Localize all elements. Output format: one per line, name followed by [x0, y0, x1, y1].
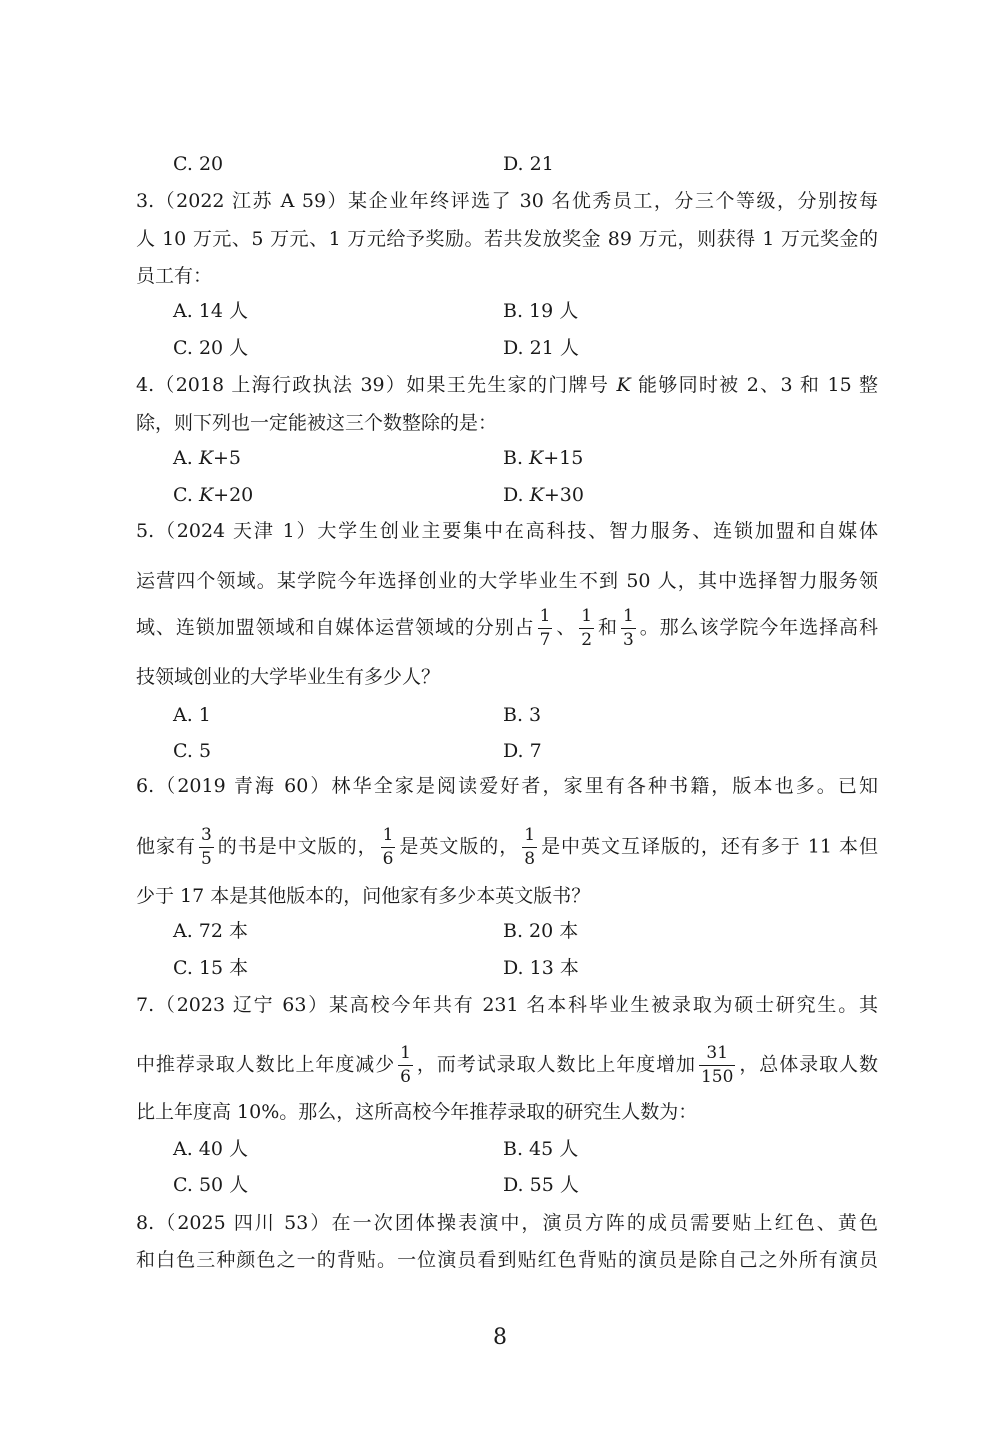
q6-stem-line-3: 少于 17 本是其他版本的，问他家有多少本英文版书？ [136, 885, 591, 907]
fraction: $\frac{1}{2}$ [581, 606, 593, 650]
q5-option-a: A. 1 [173, 704, 211, 726]
q6-option-d: D. 13 本 [503, 957, 579, 979]
q5-stem-line-1: 5.（2024 天津 1）大学生创业主要集中在高科技、智力服务、连锁加盟和自媒体 [136, 520, 878, 542]
q8-stem-line-2: 和白色三种颜色之一的背贴。一位演员看到贴红色背贴的演员是除自己之外所有演员 [136, 1249, 878, 1271]
fraction: $\frac{1}{6}$ [382, 825, 394, 869]
q4-stem-text: 能够同时被 2、3 和 15 整 [630, 374, 878, 396]
q5-option-d: D. 7 [503, 740, 542, 762]
q4-option-d: D. K+30 [503, 484, 584, 506]
q4-stem-line-2: 除，则下列也一定能被这三个数整除的是： [136, 412, 498, 434]
q4-option-b: B. K+15 [503, 447, 584, 469]
q4-option-c: C. K+20 [173, 484, 254, 506]
q7-stem-line-1: 7.（2023 辽宁 63）某高校今年共有 231 名本科毕业生被录取为硕士研究生。其 [136, 994, 878, 1016]
q4-variable-k: K [616, 374, 631, 396]
q5-stem-line-3: 域、连锁加盟领域和自媒体运营领域的分别占 $\frac{1}{7}$ 、 $\frac{1}{2}$ 和 $\frac{1}{3}$ 。那么该学院今年选择高科 [136, 606, 878, 650]
q7-option-c: C. 50 人 [173, 1174, 249, 1196]
fraction: $\frac{1}{8}$ [524, 825, 536, 869]
q4-stem-line-1 [136, 372, 878, 398]
fraction: $\frac{1}{6}$ [400, 1043, 411, 1087]
q6-option-a: A. 72 本 [173, 920, 249, 942]
q3-option-a: A. 14 人 [173, 300, 249, 322]
fraction: $\frac{1}{3}$ [622, 606, 634, 650]
q7-stem-line-3: 比上年度高 10%。那么，这所高校今年推荐录取的研究生人数为： [136, 1101, 698, 1123]
q4-stem-text: 4.（2018 上海行政执法 39）如果王先生家的门牌号 [136, 374, 617, 396]
q7-option-b: B. 45 人 [503, 1138, 579, 1160]
q6-stem-line-1: 6.（2019 青海 60）林华全家是阅读爱好者，家里有各种书籍，版本也多。已知 [136, 775, 878, 797]
q6-option-b: B. 20 本 [503, 920, 579, 942]
q3-stem-line-2: 人 10 万元、5 万元、1 万元给予奖励。若共发放奖金 89 万元，则获得 1 万元奖金的 [136, 228, 878, 250]
q7-stem-line-2: 中推荐录取人数比上年度减少 $\frac{1}{6}$ ，而考试录取人数比上年度增加 $\frac{31}{150}$ ，总体录取人数 [136, 1043, 878, 1087]
q2-option-c: C. 20 [173, 153, 224, 175]
q5-stem-line-2: 运营四个领域。某学院今年选择创业的大学毕业生不到 50 人，其中选择智力服务领 [136, 570, 878, 592]
q7-option-a: A. 40 人 [173, 1138, 249, 1160]
q2-option-d: D. 21 [503, 153, 554, 175]
q6-option-c: C. 15 本 [173, 957, 249, 979]
q6-stem-line-2: 他家有 $\frac{3}{5}$ 的书是中文版的， $\frac{1}{6}$ 是英文版的， $\frac{1}{8}$ 是中英文互译版的，还有多于 11 本但 [136, 825, 878, 869]
q3-option-c: C. 20 人 [173, 337, 249, 359]
q5-stem-line-4: 技领域创业的大学毕业生有多少人？ [136, 666, 441, 688]
q3-stem-line-3: 员工有： [136, 265, 213, 287]
q4-option-a: A. K+5 [173, 447, 242, 469]
fraction: $\frac{31}{150}$ [700, 1043, 734, 1087]
q7-option-d: D. 55 人 [503, 1174, 579, 1196]
q5-option-b: B. 3 [503, 704, 542, 726]
q5-option-c: C. 5 [173, 740, 212, 762]
q8-stem-line-1: 8.（2025 四川 53）在一次团体操表演中，演员方阵的成员需要贴上红色、黄色 [136, 1212, 878, 1234]
fraction: $\frac{1}{7}$ [539, 606, 551, 650]
fraction: $\frac{3}{5}$ [200, 825, 212, 869]
q3-option-b: B. 19 人 [503, 300, 579, 322]
q3-stem-line-1: 3.（2022 江苏 A 59）某企业年终评选了 30 名优秀员工，分三个等级，分别按每 [136, 190, 878, 212]
page-number: 8 [493, 1325, 507, 1350]
q3-option-d: D. 21 人 [503, 337, 579, 359]
